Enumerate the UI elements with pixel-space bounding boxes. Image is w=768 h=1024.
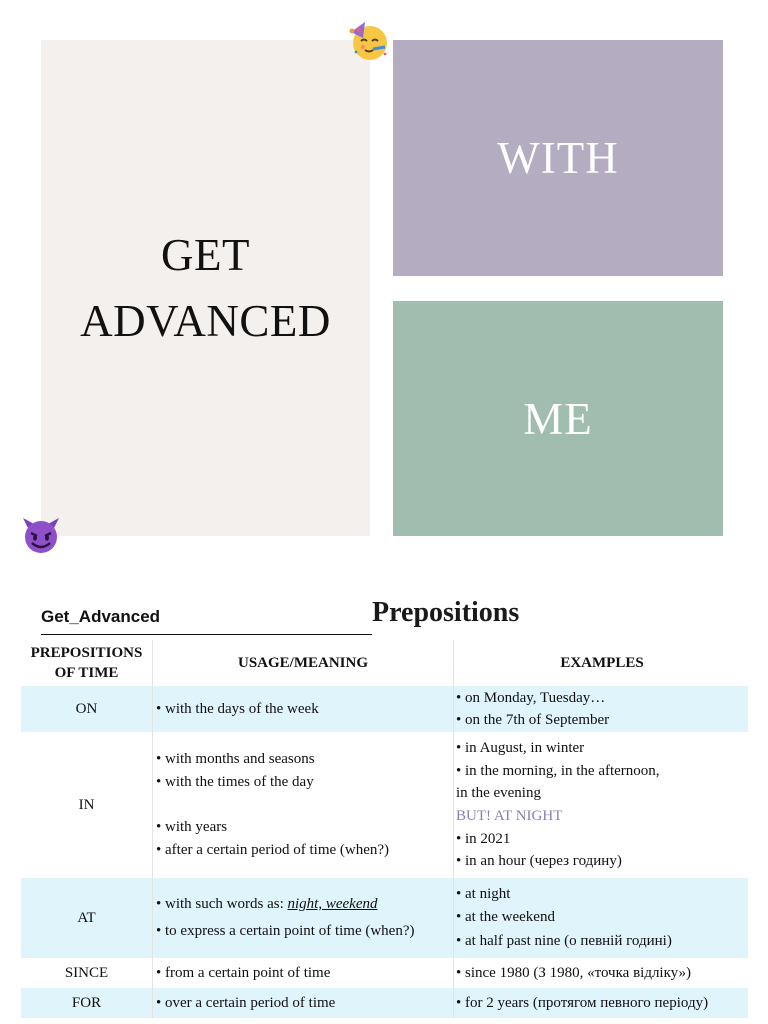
example-line: • at night xyxy=(456,885,511,902)
usage-keywords: night, weekend xyxy=(287,896,378,912)
usage-line: • from a certain point of time xyxy=(156,964,331,981)
hero-word-with: WITH xyxy=(497,133,619,183)
example-line: • on Monday, Tuesday… xyxy=(456,690,606,706)
usage-cell xyxy=(153,686,454,732)
hero-tile-with xyxy=(393,40,723,276)
table-row xyxy=(21,878,748,958)
hero-title-line1: GET xyxy=(161,230,250,280)
usage-cell xyxy=(153,878,454,958)
example-line: in the evening xyxy=(456,785,541,802)
header-examples: EXAMPLES xyxy=(560,655,644,671)
prep-cell: IN xyxy=(21,732,153,878)
prep-cell: SINCE xyxy=(21,958,153,988)
example-line: • at half past nine (о певній годині) xyxy=(456,932,672,949)
example-line: • on the 7th of September xyxy=(456,712,610,728)
example-line: • in August, in winter xyxy=(456,740,585,757)
prep-cell: FOR xyxy=(21,988,153,1018)
usage-line: • after a certain period of time (when?) xyxy=(156,842,390,858)
party-face-icon xyxy=(347,18,391,62)
usage-cell xyxy=(153,732,454,878)
usage-line: • with the days of the week xyxy=(156,700,319,717)
usage-line: • with the times of the day xyxy=(156,774,314,790)
header-prepositions xyxy=(21,640,153,686)
examples-cell xyxy=(454,958,749,988)
brand-underline xyxy=(41,634,372,635)
example-line: • in the morning, in the afternoon, xyxy=(456,762,660,779)
usage-line: • with years xyxy=(156,819,228,835)
examples-cell xyxy=(454,686,749,732)
example-note: BUT! AT NIGHT xyxy=(456,808,563,824)
smiling-devil-icon xyxy=(20,514,62,556)
example-line: • in an hour (через годину) xyxy=(456,853,622,870)
examples-cell xyxy=(454,732,749,878)
brand-label: Get_Advanced xyxy=(41,607,161,626)
example-line: • since 1980 (З 1980, «точка відліку») xyxy=(456,964,692,981)
header-prepositions-line2: OF TIME xyxy=(54,665,119,681)
table-header-row xyxy=(21,640,748,686)
hero-word-me: ME xyxy=(523,393,593,444)
hero-title-line2: ADVANCED xyxy=(80,296,331,346)
usage-prefix: • with such words as: xyxy=(156,896,288,912)
prep-cell: AT xyxy=(21,878,153,958)
usage-line: • to express a certain point of time (when?) xyxy=(156,923,415,939)
examples-cell xyxy=(454,988,749,1018)
example-line: • for 2 years (протягом певного періоду) xyxy=(456,994,709,1011)
prepositions-table xyxy=(21,640,748,1018)
header-usage: USAGE/MEANING xyxy=(153,640,454,686)
prep-cell: ON xyxy=(21,686,153,732)
usage-spacer xyxy=(156,794,453,816)
table-row xyxy=(21,686,748,732)
example-line: • at the weekend xyxy=(456,909,555,926)
page-title: Prepositions xyxy=(372,597,520,628)
example-line: • in 2021 xyxy=(456,830,511,847)
usage-cell xyxy=(153,958,454,988)
hero-tile-me xyxy=(393,301,723,536)
hero-title xyxy=(80,222,331,354)
usage-line: • with months and seasons xyxy=(156,751,315,767)
examples-cell xyxy=(454,878,749,958)
header-prepositions-line1: PREPOSITIONS xyxy=(30,645,143,661)
usage-line: • over a certain period of time xyxy=(156,994,336,1011)
table-row xyxy=(21,988,748,1018)
table-row xyxy=(21,958,748,988)
usage-cell xyxy=(153,988,454,1018)
table-row xyxy=(21,732,748,878)
usage-line xyxy=(156,891,453,918)
hero-tile-get-advanced xyxy=(41,40,370,536)
